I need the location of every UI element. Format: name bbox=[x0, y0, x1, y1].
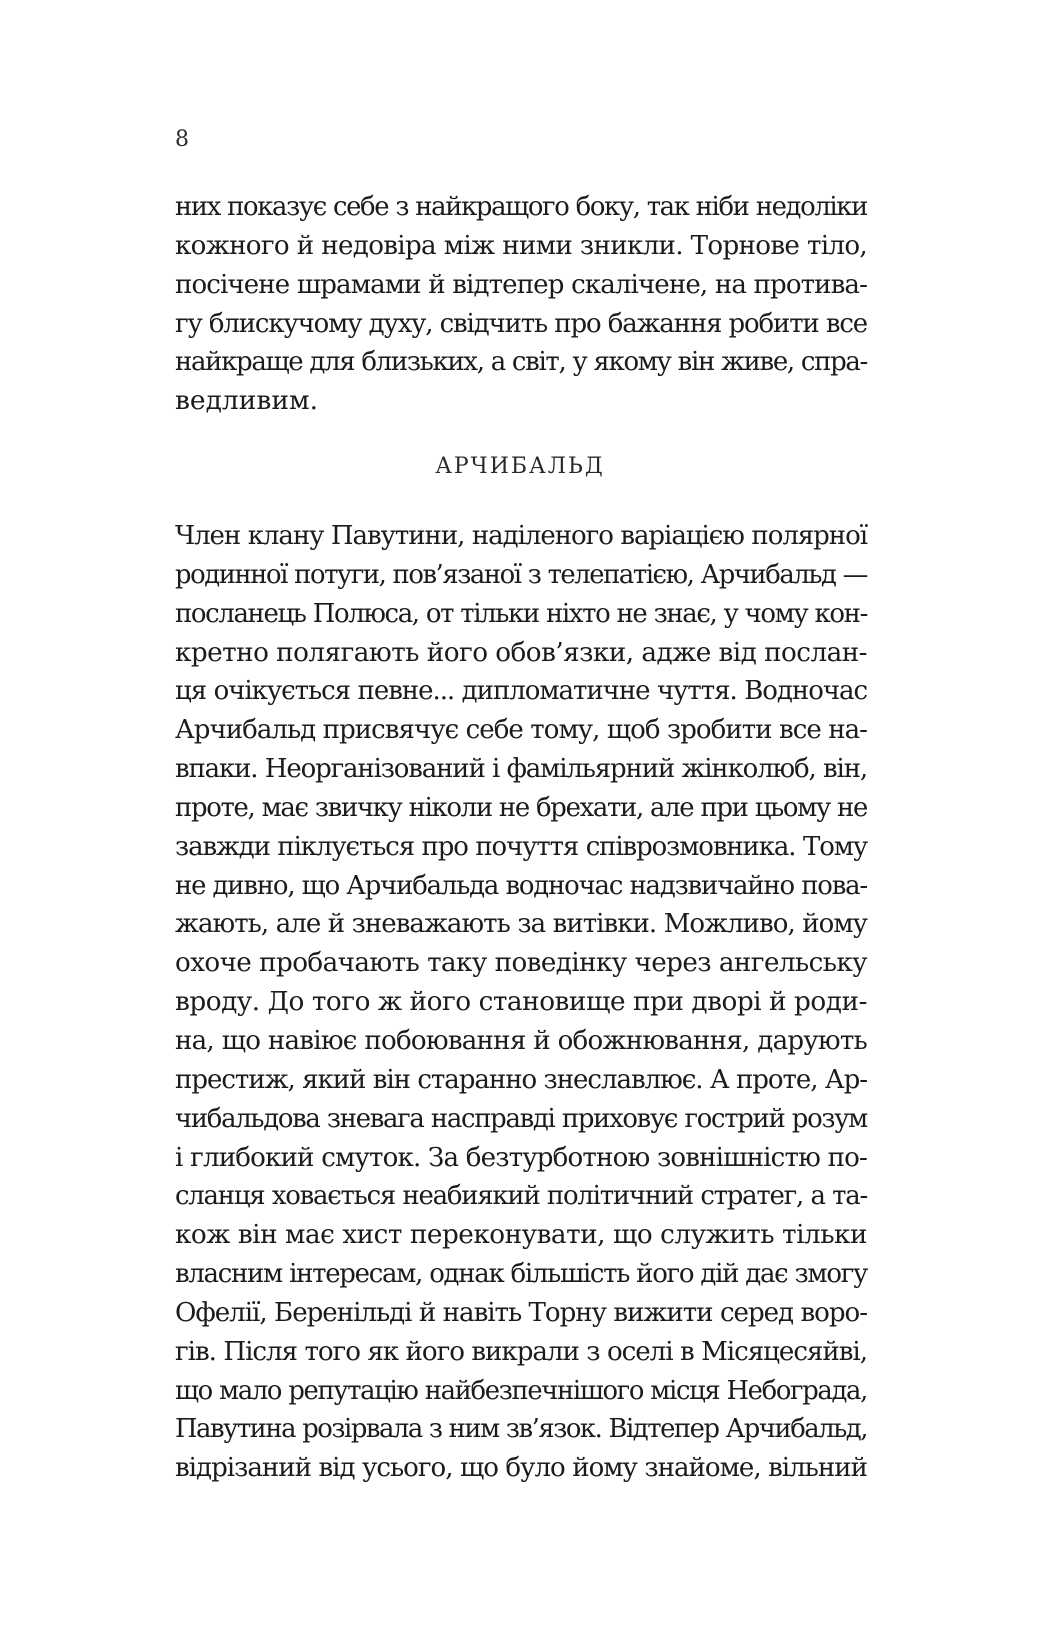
text-line: що мало репутацію найбезпечнішого місця Небограда, bbox=[175, 1375, 867, 1406]
text-line: завжди піклується про почуття співрозмовника. Тому bbox=[175, 831, 867, 862]
text-line: посічене шрамами й відтепер скалічене, на протива- bbox=[175, 269, 867, 300]
text-line: власним інтересам, однак більшість його дій дає змогу bbox=[175, 1259, 867, 1290]
text-line: гів. Після того як його викрали з оселі в Місяцесяйві, bbox=[175, 1336, 867, 1367]
intro-paragraph bbox=[175, 188, 867, 421]
text-line: гу блискучому духу, свідчить про бажання робити все bbox=[175, 308, 867, 339]
text-line: впаки. Неорганізований і фамільярний жінколюб, він, bbox=[175, 754, 867, 785]
text-line: сланця ховається неабиякий політичний стратег, а та- bbox=[175, 1181, 867, 1212]
text-line: Офелії, Беренільді й навіть Торну вижити серед воро- bbox=[175, 1297, 867, 1328]
section-heading: АРЧИБАЛЬД bbox=[435, 454, 605, 479]
text-line: Павутина розірвала з ним зв’язок. Відтепер Арчибальд, bbox=[175, 1414, 867, 1445]
text-line: ведливим. bbox=[175, 385, 319, 417]
text-line: вроду. До того ж його становище при дворі й роди- bbox=[175, 987, 867, 1018]
text-line: кожного й недовіра між ними зникли. Торнове тіло, bbox=[175, 230, 867, 261]
text-line: Арчибальд присвячує себе тому, щоб зробити все на- bbox=[175, 715, 867, 746]
text-line: престиж, який він старанно знеславлює. А проте, Ар- bbox=[175, 1064, 867, 1095]
text-line: не дивно, що Арчибальда водночас надзвичайно пова- bbox=[175, 870, 867, 901]
text-line: Член клану Павутини, наділеного варіацією полярної bbox=[175, 521, 867, 551]
body-paragraph bbox=[175, 517, 867, 1488]
text-line: кож він має хист переконувати, що служить тільки bbox=[175, 1220, 867, 1251]
text-line: відрізаний від усього, що було йому знайоме, вільний bbox=[175, 1453, 867, 1484]
text-line: них показує себе з найкращого боку, так ніби недоліки bbox=[175, 192, 867, 222]
text-line: проте, має звичку ніколи не брехати, але при цьому не bbox=[175, 792, 867, 823]
text-line: жають, але й зневажають за витівки. Можливо, йому bbox=[175, 909, 867, 940]
text-line: найкраще для близьких, а світ, у якому він живе, спра- bbox=[175, 347, 867, 378]
text-line: і глибокий смуток. За безтурботною зовнішністю по- bbox=[175, 1142, 867, 1173]
text-line: родинної потуги, пов’язаної з телепатією, Арчибальд — bbox=[175, 559, 867, 590]
text-line: ця очікується певне... дипломатичне чуття. Водночас bbox=[175, 676, 867, 707]
text-line: на, що навіює побоювання й обожнювання, дарують bbox=[175, 1025, 867, 1056]
page-number: 8 bbox=[175, 127, 189, 152]
text-line: посланець Полюса, от тільки ніхто не знає, у чому кон- bbox=[175, 598, 867, 629]
text-line: кретно полягають його обов’язки, адже від послан- bbox=[175, 637, 867, 668]
text-line: чибальдова зневага насправді приховує гострий розум bbox=[175, 1103, 867, 1134]
text-line: охоче пробачають таку поведінку через ангельську bbox=[175, 948, 867, 979]
